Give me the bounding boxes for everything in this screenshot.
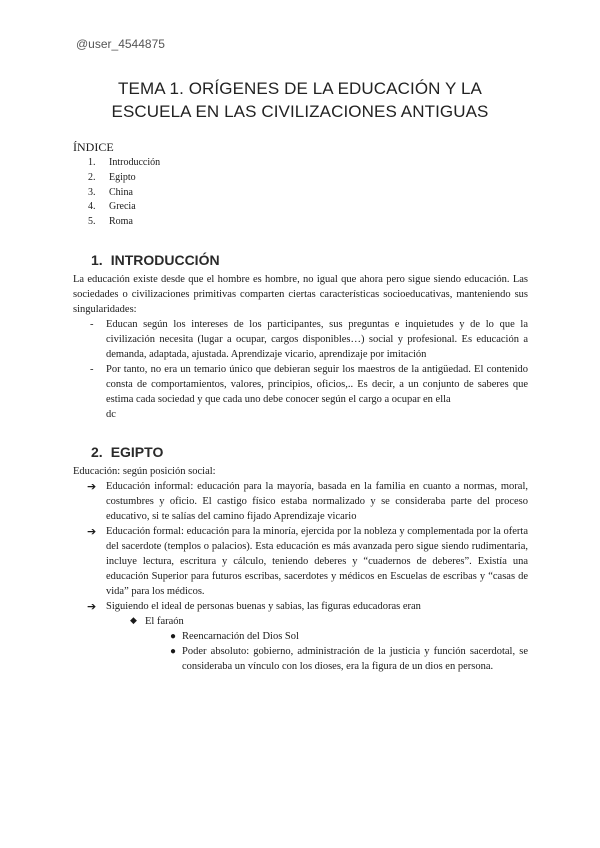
list-item: ◆ El faraón xyxy=(130,615,184,627)
index-item: 2. Egipto xyxy=(88,171,136,183)
section-heading-egipto: 2. EGIPTO xyxy=(91,443,164,460)
list-item: ● Reencarnación del Dios Sol xyxy=(170,630,299,642)
list-item: ➔ Siguiendo el ideal de personas buenas y sabias, las figuras educadoras eran xyxy=(87,599,421,613)
document-body xyxy=(73,139,528,674)
document-title xyxy=(60,77,540,123)
section-heading-introduccion: 1. INTRODUCCIÓN xyxy=(91,251,220,268)
index-item: 5. Roma xyxy=(88,216,133,228)
arrow-bullet-icon: ➔ xyxy=(87,599,97,613)
index-list xyxy=(88,156,528,230)
list-item: - Por tanto, no era un temario único que debieran seguir los maestros de la antigüedad. El contenido consta de comportamientos, valores, principios, oficios,.. Es decir, a un conjunto de saberes que estima cada sociedad y que cada uno debe conocer según el cargo a ocupar en ella xyxy=(90,363,528,405)
username-watermark: @user_4544875 xyxy=(76,37,165,51)
list-item: ➔ Educación informal: educación para la mayoría, basada en la familia en cuanto a normas, moral, costumbres y oficio. El castigo físico estaba normalizado y se consideraba parte del proceso educativo, si te salías del camino fijado Aprendizaje vicario xyxy=(87,479,528,522)
index-item: 4. Grecia xyxy=(88,201,136,213)
title-line-1: TEMA 1. ORÍGENES DE LA EDUCACIÓN Y LA xyxy=(118,79,482,98)
index-item: 3. China xyxy=(88,186,133,198)
index-item: 1. Introducción xyxy=(88,157,161,168)
dot-bullet-icon: ● xyxy=(170,630,177,642)
diamond-bullet-icon: ◆ xyxy=(130,615,137,626)
egipto-lead: Educación: según posición social: xyxy=(73,465,216,477)
arrow-bullet-icon: ➔ xyxy=(87,479,97,493)
intro-paragraph: La educación existe desde que el hombre es hombre, no igual que ahora pero sigue siendo educación. Las sociedades o civilizaciones primitivas comparten ciertas características socioeducativas, manteniendo sus singularidades: xyxy=(73,273,528,315)
arrow-bullet-icon: ➔ xyxy=(87,524,97,538)
index-heading: ÍNDICE xyxy=(73,140,114,154)
dot-bullet-icon: ● xyxy=(170,645,177,657)
list-item: ➔ Educación formal: educación para la minoría, ejercida por la nobleza y complementada por la oferta del sacerdote (templos o palacios). Esta educación es más avanzada pero sigue siendo rudimentaria, incluye lectura, escritura y cálculo, teniendo deberes y “cuadernos de deberes”. Existía una educación Superior para futuros escribas, sacerdotes y médicos en Escuelas de escribas y “casas de vida” para los médicos. xyxy=(87,524,528,597)
trailing-note: dc xyxy=(106,408,116,420)
list-item: - Educan según los intereses de los participantes, sus preguntas e inquietudes y de lo que la civilización necesita (lugar a ocupar, cargos disponibles…) social y profesional. Es educación a demanda, adaptada, ajustada. Aprendizaje vicario, aprendizaje por imitación xyxy=(90,318,528,360)
list-item: ● Poder absoluto: gobierno, administración de la justicia y función sacerdotal, se consideraba un vínculo con los dioses, era la figura de un dios en persona. xyxy=(170,645,528,672)
title-line-2: ESCUELA EN LAS CIVILIZACIONES ANTIGUAS xyxy=(111,102,489,121)
